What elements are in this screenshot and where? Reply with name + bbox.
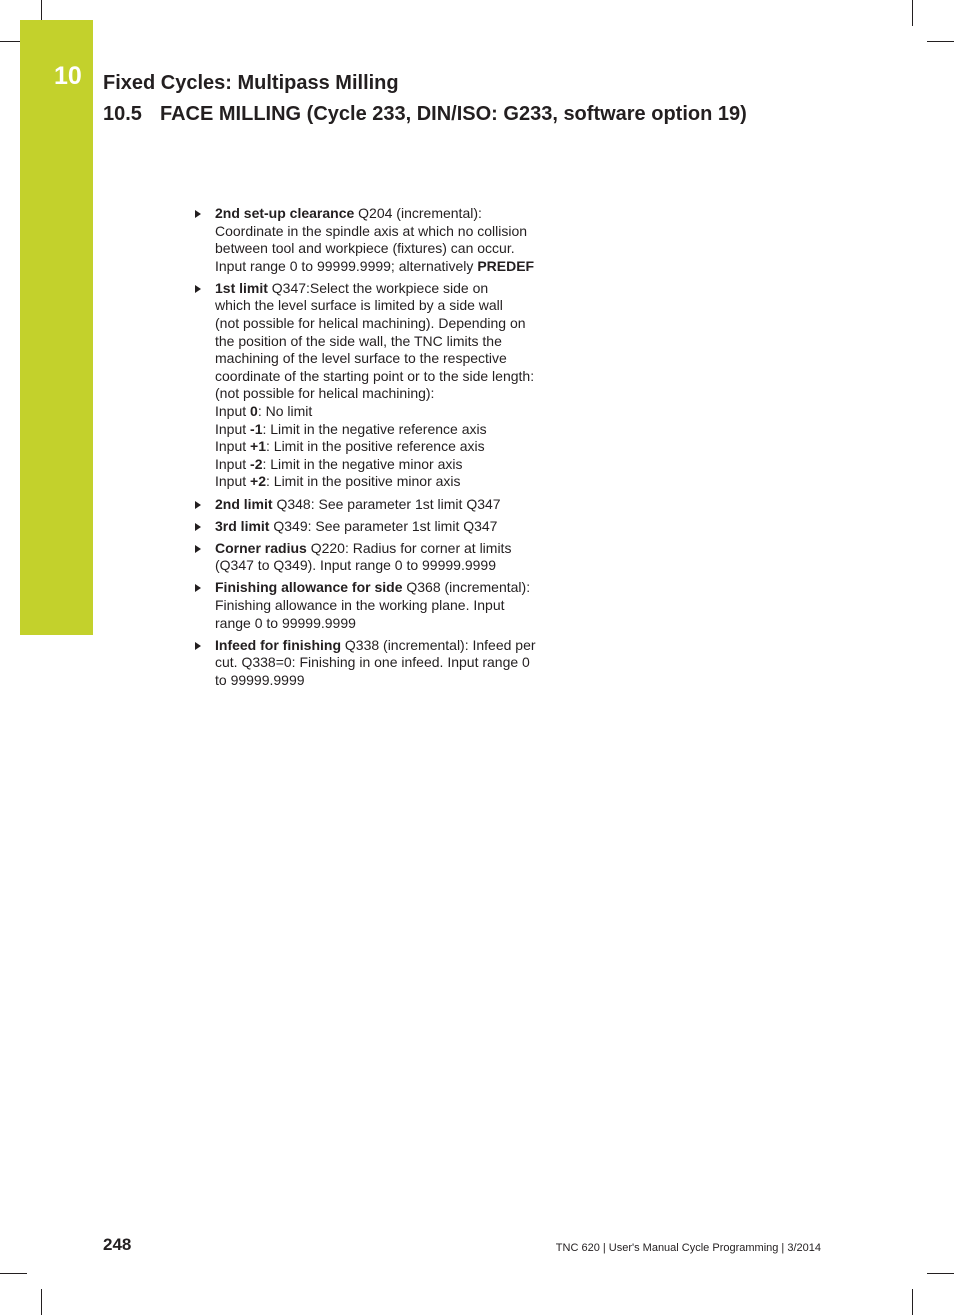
term: +2: [250, 473, 266, 490]
text-run: Input range 0 to 99999.9999; alternatively: [215, 257, 478, 274]
list-item-line: [215, 597, 562, 615]
term: 3rd limit: [215, 517, 270, 534]
list-item-line: [215, 456, 562, 474]
list-item-line: [215, 205, 562, 223]
term: Corner radius: [215, 539, 307, 556]
list-item-line: [215, 315, 562, 333]
list-item-line: [215, 223, 562, 241]
chapter-tab: [20, 20, 93, 635]
list-item-line: [215, 421, 562, 439]
text-run: Q368 (incremental):: [402, 579, 531, 596]
list-item-line: [215, 438, 562, 456]
text-run: Input: [215, 455, 251, 472]
list-item: [192, 540, 562, 575]
list-item-line: [215, 385, 562, 403]
term: 1st limit: [215, 279, 268, 296]
list-item-line: [215, 579, 562, 597]
bullet-arrow-icon: [195, 210, 201, 218]
parameter-list: [192, 205, 562, 694]
list-item-line: [215, 540, 562, 558]
bullet-arrow-icon: [195, 545, 201, 553]
text-run: Input: [215, 438, 251, 455]
text-run: : Limit in the positive minor axis: [266, 473, 461, 490]
text-run: : Limit in the negative reference axis: [262, 420, 487, 437]
list-item-line: [215, 473, 562, 491]
section-title: [103, 103, 747, 126]
list-item: [192, 579, 562, 632]
text-run: (Q347 to Q349). Input range 0 to 99999.9999: [215, 557, 496, 574]
text-run: Input: [215, 420, 251, 437]
term: 2nd set-up clearance: [215, 205, 355, 221]
list-item-line: [215, 637, 562, 655]
list-item-line: [215, 258, 562, 276]
list-item-line: [215, 368, 562, 386]
text-run: Q204 (incremental):: [354, 205, 482, 221]
text-run: : No limit: [257, 403, 313, 420]
text-run: coordinate of the starting point or to the side length:: [215, 367, 535, 384]
bullet-arrow-icon: [195, 285, 201, 293]
page-number: 248: [103, 1235, 132, 1254]
text-run: Q349: See parameter 1st limit Q347: [269, 517, 498, 534]
text-run: (not possible for helical machining). Depending on: [215, 315, 526, 332]
section-title-text: FACE MILLING (Cycle 233, DIN/ISO: G233, software option 19): [160, 103, 747, 125]
text-run: Q220: Radius for corner at limits: [306, 539, 512, 556]
list-item-line: [215, 654, 562, 672]
crop-mark: [927, 41, 954, 42]
list-item-line: [215, 496, 562, 514]
crop-mark: [927, 1273, 954, 1274]
text-run: : Limit in the positive reference axis: [266, 438, 485, 455]
chapter-title: Fixed Cycles: Multipass Milling: [103, 72, 399, 94]
list-item-line: [215, 297, 562, 315]
bullet-arrow-icon: [195, 501, 201, 509]
bullet-arrow-icon: [195, 584, 201, 592]
list-item: [192, 637, 562, 690]
list-item-line: [215, 280, 562, 298]
term: 0: [250, 403, 258, 420]
footer-text: TNC 620 | User's Manual Cycle Programming | 3/2014: [555, 1242, 821, 1254]
text-run: Finishing allowance in the working plane. Input: [215, 596, 505, 613]
crop-mark: [912, 1289, 913, 1315]
list-item-line: [215, 403, 562, 421]
text-run: between tool and workpiece (fixtures) can occur.: [215, 240, 515, 257]
list-item-line: [215, 350, 562, 368]
text-run: Q338 (incremental): Infeed per: [341, 636, 536, 653]
list-item: [192, 205, 562, 275]
list-item-line: [215, 672, 562, 690]
term: PREDEF: [477, 257, 535, 274]
text-run: (not possible for helical machining):: [215, 385, 435, 402]
chapter-number: 10: [54, 62, 82, 90]
text-run: range 0 to 99999.9999: [215, 614, 356, 631]
text-run: machining of the level surface to the respective: [215, 350, 507, 367]
bullet-arrow-icon: [195, 523, 201, 531]
term: -2: [250, 455, 263, 472]
term: -1: [250, 420, 263, 437]
list-item: [192, 518, 562, 536]
term: +1: [250, 438, 266, 455]
list-item-line: [215, 333, 562, 351]
crop-mark: [0, 1273, 27, 1274]
list-item: [192, 496, 562, 514]
text-run: which the level surface is limited by a side wall: [215, 297, 503, 314]
term: Infeed for finishing: [215, 636, 341, 653]
text-run: cut. Q338=0: Finishing in one infeed. Input range 0: [215, 654, 530, 671]
text-run: Input: [215, 473, 251, 490]
text-run: Q348: See parameter 1st limit Q347: [272, 495, 501, 512]
list-item-line: [215, 615, 562, 633]
text-run: Coordinate in the spindle axis at which no collision: [215, 222, 528, 239]
crop-mark: [912, 0, 913, 26]
text-run: Input: [215, 403, 251, 420]
term: 2nd limit: [215, 495, 273, 512]
list-item: [192, 280, 562, 491]
list-item-line: [215, 518, 562, 536]
text-run: : Limit in the negative minor axis: [262, 455, 463, 472]
list-item-line: [215, 557, 562, 575]
term: Finishing allowance for side: [215, 579, 403, 596]
crop-mark: [41, 1289, 42, 1315]
text-run: Q347:Select the workpiece side on: [267, 279, 489, 296]
bullet-arrow-icon: [195, 642, 201, 650]
text-run: the position of the side wall, the TNC limits the: [215, 332, 502, 349]
list-item-line: [215, 240, 562, 258]
text-run: to 99999.9999: [215, 671, 305, 688]
section-number: 10.5: [103, 103, 142, 125]
